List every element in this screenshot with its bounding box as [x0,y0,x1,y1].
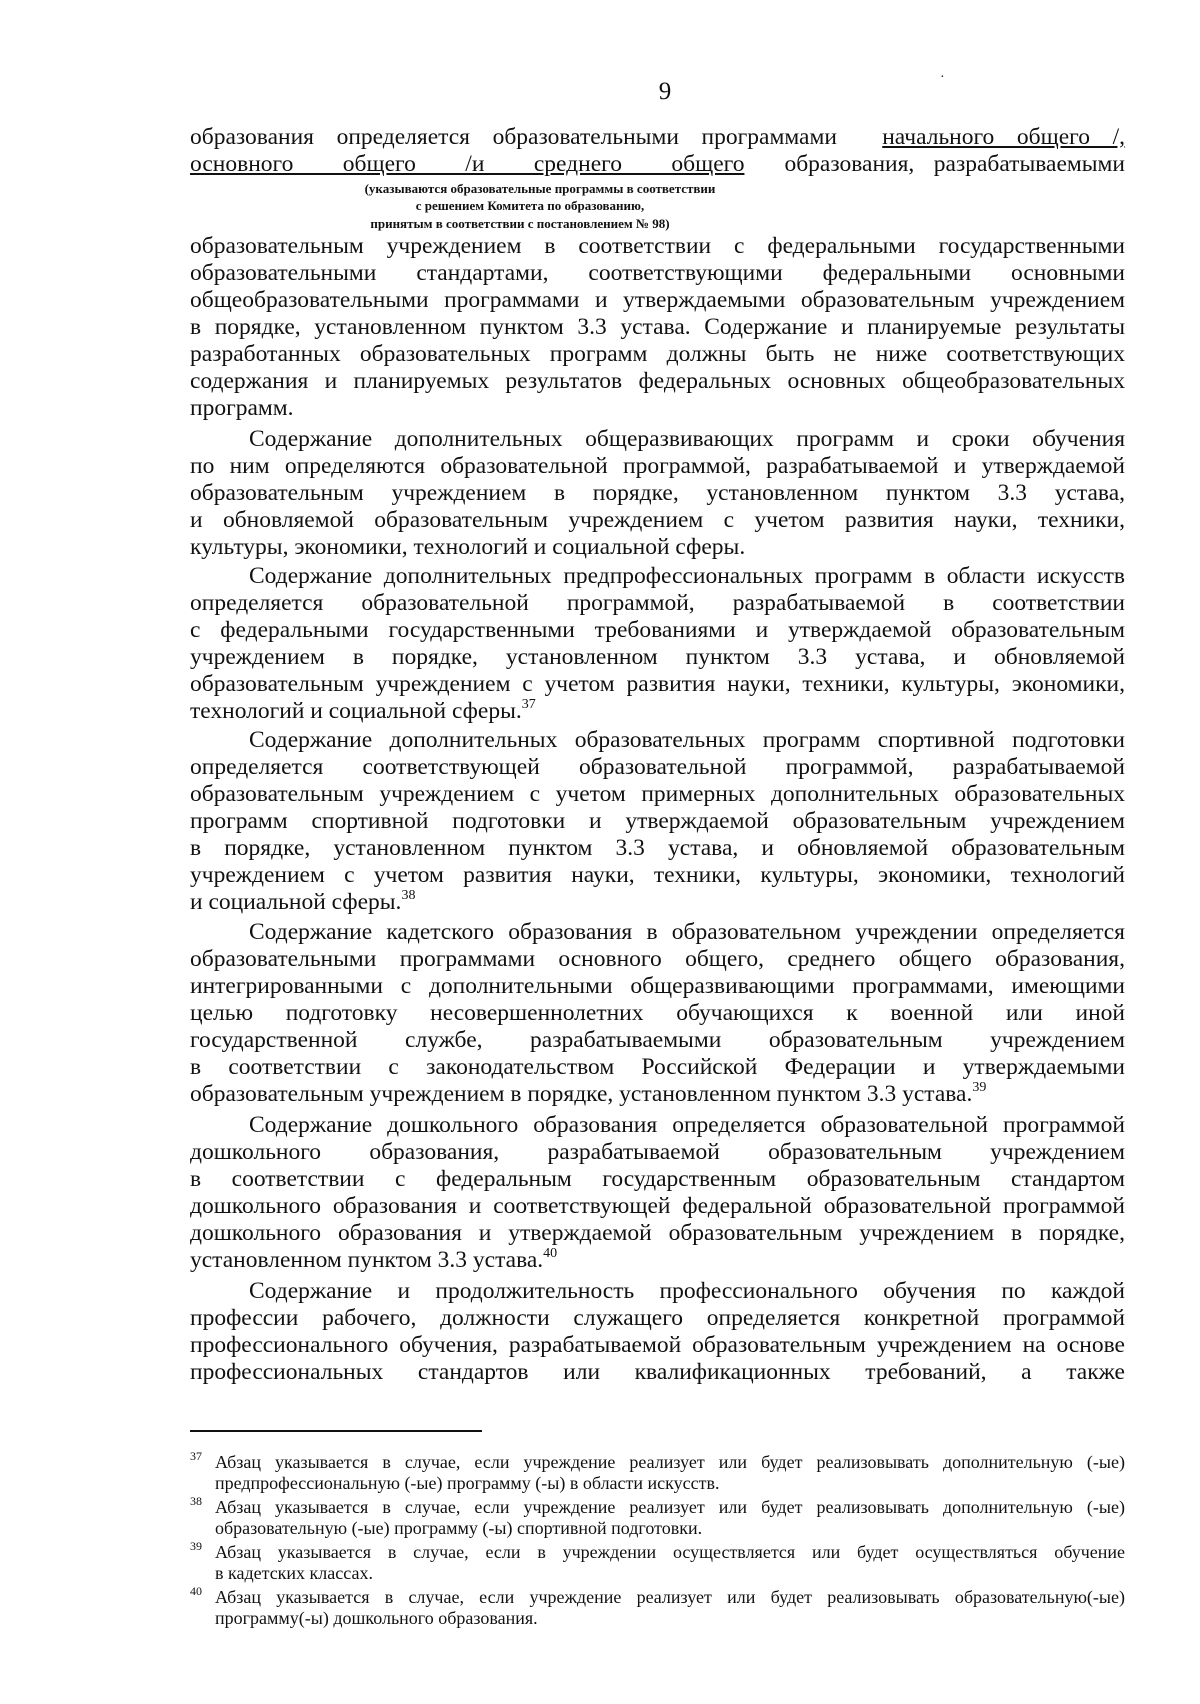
footnote-ref[interactable]: 39 [972,1080,987,1095]
paragraph-1-line: содержания и планируемых результатов федеральных основных общеобразовательных [190,368,1125,394]
instruction-note-3: принятым в соответствии с постановлением № 98) [370,216,670,231]
paragraph-6-line: дошкольного образования и утверждаемой образовательным учреждением в порядке, [190,1220,1125,1246]
page-number: 9 [658,78,672,105]
paragraph-1-line: образовательным учреждением в соответствии с федеральными государственными [190,233,1125,259]
paragraph-1-line: образовательными стандартами, соответствующими федеральными основными [190,260,1125,286]
paragraph-4-line: и социальной сферы.$^{38}$ [190,888,416,915]
paragraph-3-line: образовательным учреждением с учетом развития науки, техники, культуры, экономики, [190,671,1125,697]
header-line-1: образования определяется образовательными программами начального общего /, [190,124,1126,150]
paragraph-3-line: учреждением в порядке, установленном пунктом 3.3 устава, и обновляемой [190,644,1125,670]
footnote-text: Абзац указывается в случае, если учреждение реализует или будет реализовывать дополнительную (-ые) образовательную (-ые) программу (-ы) спортивной подготовки. [215,1497,1125,1538]
paragraph-7-line: профессиональных стандартов или квалификационных требований, а также [190,1359,1125,1385]
paragraph-7-line: профессионального обучения, разрабатываемой образовательным учреждением на основе [190,1332,1125,1358]
footnote-number: 38 [190,1494,202,1508]
paragraph-5-line: образовательными программами основного общего, среднего общего образования, [190,946,1125,972]
paragraph-3-line: с федеральными государственными требованиями и утверждаемой образовательным [190,617,1125,643]
paragraph-5-line: в соответствии с законодательством Российской Федерации и утверждаемыми [190,1054,1125,1080]
footnote-ref[interactable]: 40 [543,1246,558,1261]
paragraph-5-line: образовательным учреждением в порядке, установленном пунктом 3.3 устава.$^{39}$ [190,1080,987,1107]
footnote-ref[interactable]: 38 [401,888,416,903]
footnote-number: 37 [190,1449,202,1463]
paragraph-1-line: общеобразовательными программами и утверждаемыми образовательным учреждением [190,287,1125,313]
footnote-number: 39 [190,1539,202,1553]
paragraph-4-line: в порядке, установленном пунктом 3.3 устава, и обновляемой образовательным [190,835,1125,861]
paragraph-2-line: культуры, экономики, технологий и социальной сферы. [190,534,746,560]
paragraph-6-line: в соответствии с федеральным государственным образовательным стандартом [190,1166,1125,1192]
paragraph-5-line: целью подготовку несовершеннолетних обучающихся к военной или иной [190,1000,1125,1026]
paragraph-5-line: государственной службе, разрабатываемыми образовательным учреждением [190,1027,1125,1053]
footnote-text: Абзац указывается в случае, если учреждение реализует или будет реализовывать образовательную(-ые) программу(-ы) дошкольного образования. [215,1587,1125,1628]
paragraph-2-line: и обновляемой образовательным учреждением с учетом развития науки, техники, [190,507,1125,533]
program-levels-underlined-2: основного общего /и среднего общего [190,151,745,177]
paragraph-3-line: определяется образовательной программой, разрабатываемой в соответствии [190,590,1125,616]
footnote-text: Абзац указывается в случае, если учреждение реализует или будет реализовывать дополнительную (-ые) предпрофессиональную (-ые) программу (-ы) в области искусств. [215,1452,1125,1493]
footnote-separator [190,1430,482,1432]
paragraph-6-line: установленном пунктом 3.3 устава.$^{40}$ [190,1246,558,1273]
paragraph-7-line: Содержание и продолжительность профессионального обучения по каждой [249,1278,1125,1304]
paragraph-4-line: определяется соответствующей образовательной программой, разрабатываемой [190,754,1125,780]
paragraph-4-line: Содержание дополнительных образовательных программ спортивной подготовки [249,727,1125,753]
paragraph-4-line: учреждением с учетом развития науки, техники, культуры, экономики, технологий [190,862,1125,888]
paragraph-7-line: профессии рабочего, должности служащего определяется конкретной программой [190,1305,1125,1331]
footnote-text: Абзац указывается в случае, если в учреждении осуществляется или будет осуществляться обучение в кадетских классах. [215,1542,1125,1583]
paragraph-4-line: программ спортивной подготовки и утверждаемой образовательным учреждением [190,808,1125,834]
footnote-number: 40 [190,1584,202,1598]
paragraph-2-line: образовательным учреждением в порядке, установленном пунктом 3.3 устава, [190,480,1125,506]
paragraph-3-line: технологий и социальной сферы.$^{37}$ [190,697,536,724]
paragraph-2-line: Содержание дополнительных общеразвивающих программ и сроки обучения [249,426,1125,452]
paragraph-3-line: Содержание дополнительных предпрофессиональных программ в области искусств [249,563,1125,589]
paragraph-6-line: дошкольного образования и соответствующей федеральной образовательной программой [190,1193,1125,1219]
paragraph-1-line: в порядке, установленном пунктом 3.3 устава. Содержание и планируемые результаты [190,314,1125,340]
footnote-ref[interactable]: 37 [521,697,536,712]
program-levels-underlined: начального общего /, [882,124,1126,150]
instruction-note-2: с решением Комитета по образованию, [415,198,645,213]
paragraph-6-line: Содержание дошкольного образования определяется образовательной программой [249,1112,1125,1138]
paragraph-4-line: образовательным учреждением с учетом примерных дополнительных образовательных [190,781,1125,807]
scan-speck: · [940,70,945,85]
paragraph-1-line: программ. [190,395,294,421]
paragraph-1-line: разработанных образовательных программ должны быть не ниже соответствующих [190,341,1125,367]
paragraph-6-line: дошкольного образования, разрабатываемой образовательным учреждением [190,1139,1125,1165]
instruction-note-1: (указываются образовательные программы в соответствии [364,181,716,196]
paragraph-5-line: Содержание кадетского образования в образовательном учреждении определяется [249,919,1125,945]
header-line-2: основного общего /и среднего общего образования, разрабатываемыми [190,151,1125,177]
paragraph-5-line: интегрированными с дополнительными общеразвивающими программами, имеющими [190,973,1125,999]
paragraph-2-line: по ним определяются образовательной программой, разрабатываемой и утверждаемой [190,453,1125,479]
